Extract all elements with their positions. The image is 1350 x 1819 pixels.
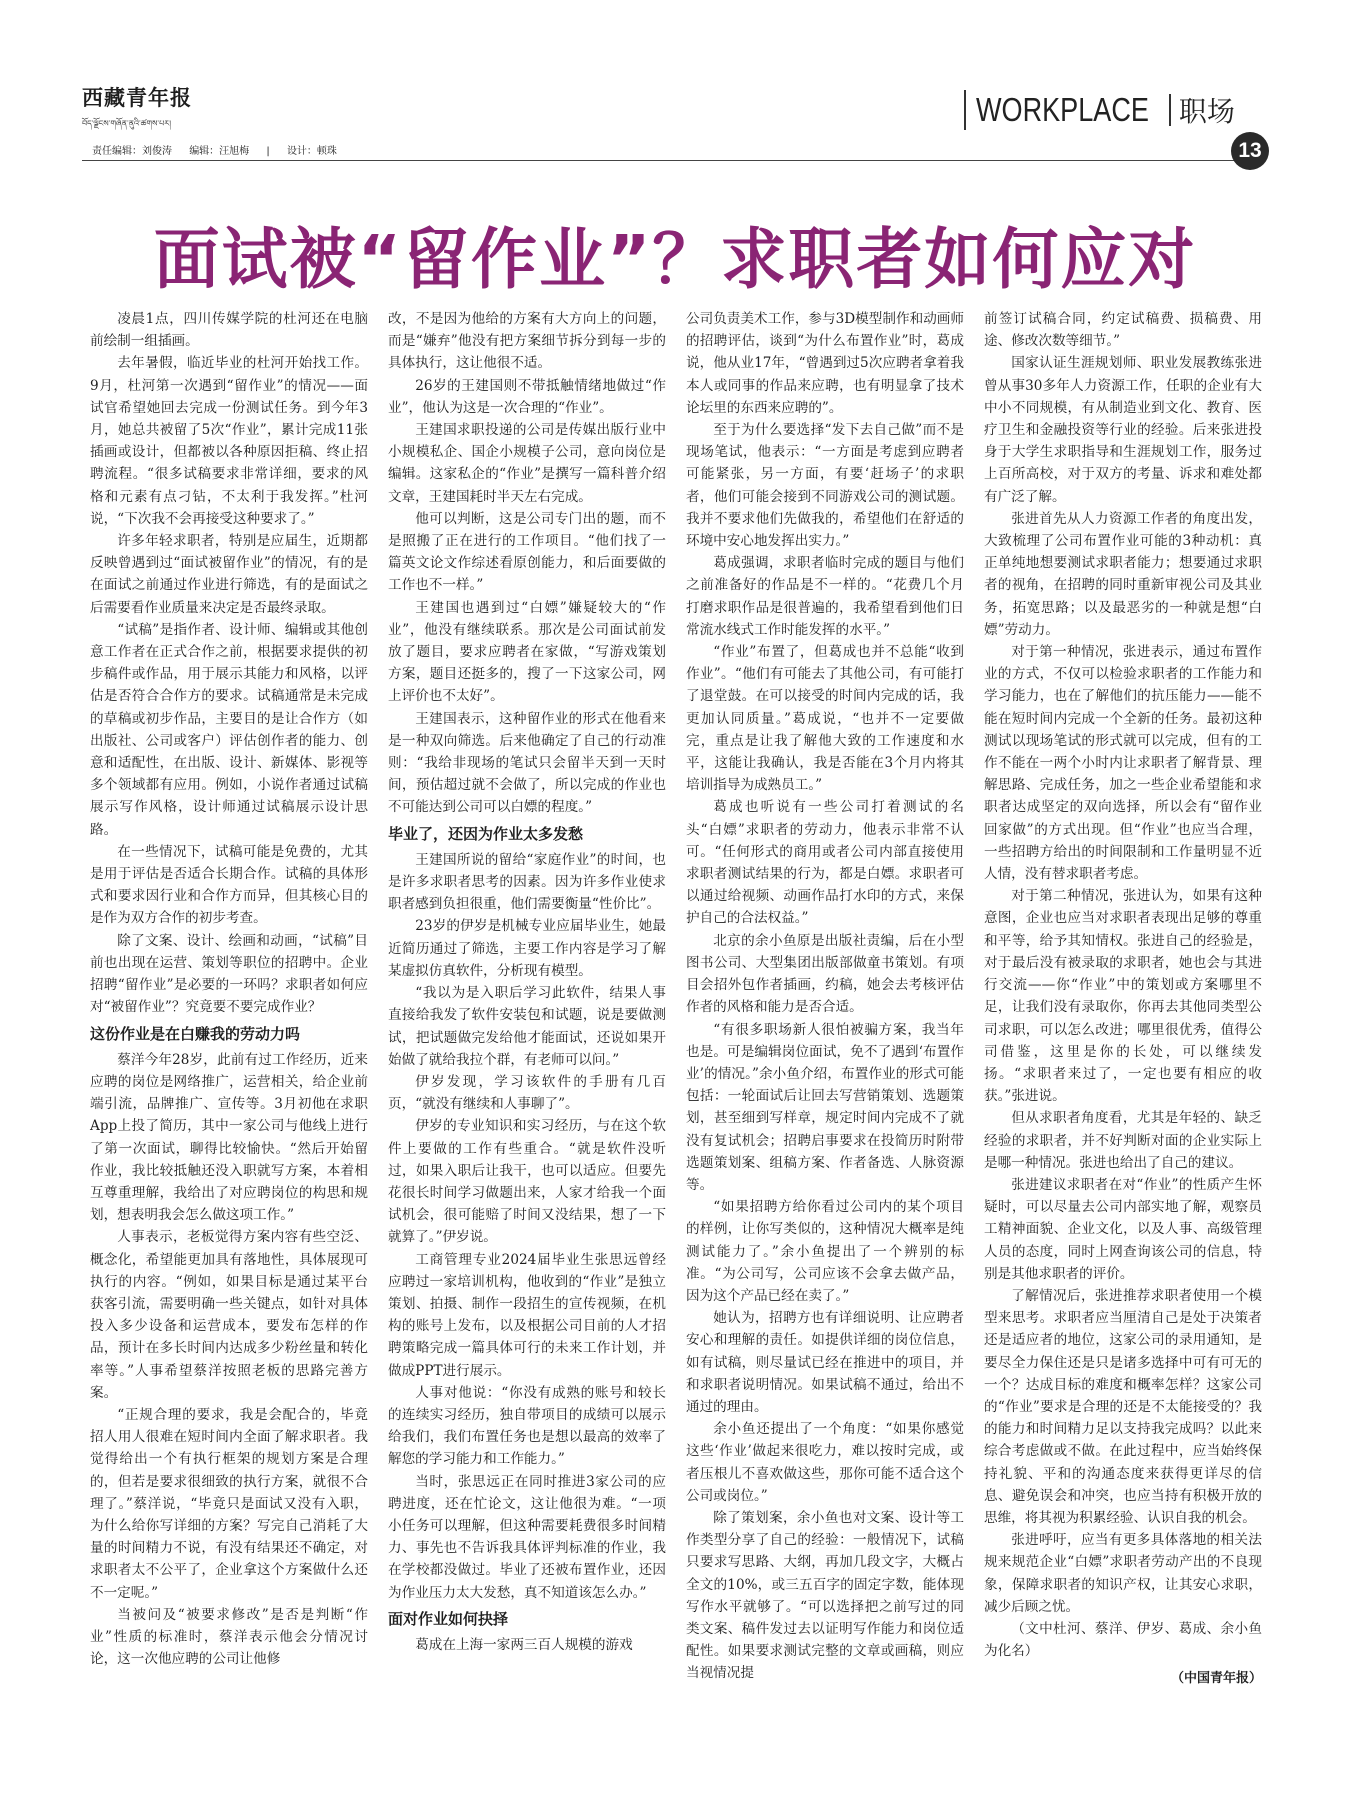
paragraph: 葛成强调，求职者临时完成的题目与他们之前准备好的作品是不一样的。“花费几个月打磨求职作品是很普遍的，我希望看到他们日常流水线式工作时能发挥的水平。”	[686, 555, 964, 638]
paragraph: 工商管理专业2024届毕业生张思远曾经应聘过一家培训机构，他收到的“作业”是独立策划、拍摄、制作一段招生的宣传视频，在机构的账号上发布，以及根据公司目前的人才招聘策略完成一篇具体可行的未来工作计划，并做成PPT进行展示。	[388, 1251, 666, 1379]
page-number: 13	[1231, 132, 1269, 170]
credits-separator: |	[266, 146, 270, 157]
subheading: 毕业了，还因为作业太多发愁	[388, 824, 584, 843]
article-column-1	[90, 308, 368, 1670]
subheading: 这份作业是在白赚我的劳动力吗	[90, 1024, 301, 1043]
article-column-3	[686, 308, 964, 1685]
editor: 编辑：汪旭梅	[189, 146, 250, 157]
paragraph: 王建国求职投递的公司是传媒出版行业中小规模私企、国企小规模子公司，意向岗位是编辑。这家私企的“作业”是撰写一篇科普介绍文章，王建国耗时半天左右完成。	[388, 422, 666, 505]
header-rule	[82, 160, 1262, 161]
paragraph: “我以为是入职后学习此软件，结果人事直接给我发了软件安装包和试题，说是要做测试，把试题做完发给他才能面试，还说如果开始做了就给我拉个群，有老师可以问。”	[388, 985, 666, 1068]
paragraph: 余小鱼还提出了一个角度：“如果你感觉这些‘作业’做起来很吃力，难以按时完成，或者压根儿不喜欢做这些，那你可能不适合这个公司或岗位。”	[686, 1421, 964, 1504]
section-divider	[1169, 94, 1171, 126]
article-column-4	[984, 308, 1262, 1691]
paragraph: 在一些情况下，试稿可能是免费的，尤其是用于评估是否适合长期合作。试稿的具体形式和要求因行业和合作方而异，但其核心目的是作为双方合作的初步考查。	[90, 843, 368, 927]
section-divider	[964, 90, 966, 130]
paragraph: 凌晨1点，四川传媒学院的杜河还在电脑前绘制一组插画。	[90, 311, 368, 350]
paragraph: 当时，张思远正在同时推进3家公司的应聘进度，还在忙论文，这让他很为难。“一项小任务可以理解，但这种需要耗费很多时间精力、事先也不告诉我具体评判标准的作业，我在学校都没做过。毕业了还被布置作业，还因为作业压力太大发愁，真不知道该怎么办。”	[388, 1473, 666, 1601]
paragraph: 伊岁的专业知识和实习经历，与在这个软件上要做的工作有些重合。“就是软件没听过，如果入职后让我干，也可以适应。但要先花很长时间学习做题出来，人家才给我一个面试机会，很可能赔了时间又没结果，想了一下就算了。”伊岁说。	[388, 1118, 666, 1246]
paragraph: 蔡洋今年28岁，此前有过工作经历，近来应聘的岗位是网络推广，运营相关，给企业前端引流，品牌推广、宣传等。3月初他在求职App上投了简历，其中一家公司与他线上进行了第一次面试，聊得比较愉快。“然后开始留作业，我比较抵触还没入职就写方案，本着相互尊重理解，我给出了对应聘岗位的构思和规划，想表明我会怎么做这项工作。”	[90, 1051, 368, 1224]
section-header	[964, 90, 1235, 130]
article-column-2	[388, 308, 666, 1656]
paragraph: 26岁的王建国则不带抵触情绪地做过“作业”，他认为这是一次合理的“作业”。	[388, 377, 666, 416]
paragraph: 除了文案、设计、绘画和动画，“试稿”目前也出现在运营、策划等职位的招聘中。企业招聘“留作业”是必要的一环吗？求职者如何应对“被留作业”？究竟要不要完成作业？	[90, 932, 368, 1016]
editor-credits	[92, 142, 351, 157]
paragraph: 许多年轻求职者，特别是应届生，近期都反映曾遇到过“面试被留作业”的情况，有的是在面试之前通过作业进行筛选，有的是面试之后需要看作业质量来决定是否最终录取。	[90, 533, 368, 616]
newspaper-logo-tibetan: བོད་ལྗོངས་གཞོན་ནུའི་ཚགས་པར།	[82, 119, 171, 128]
paragraph: 对于第二种情况，张进认为，如果有这种意图，企业也应当对求职者表现出足够的尊重和平等，给予其知情权。张进自己的经验是，对于最后没有被录取的求职者，她也会与其进行交流——你“作业”中的策划或方案哪里不足，让我们没有录取你，你再去其他同类型公司求职，可以怎么改进；哪里很优秀，值得公司借鉴，这里是你的长处，可以继续发扬。“求职者来过了，一定也要有相应的收获。”张进说。	[984, 888, 1262, 1105]
paragraph: 张进建议求职者在对“作业”的性质产生怀疑时，可以尽量去公司内部实地了解，观察员工精神面貌、企业文化，以及人事、高级管理人员的态度，同时上网查询该公司的信息，特别是其他求职者的评价。	[984, 1176, 1262, 1282]
paragraph: 葛成在上海一家两三百人规模的游戏	[415, 1636, 633, 1653]
masthead	[82, 82, 192, 137]
paragraph: 张进首先从人力资源工作者的角度出发，大致梳理了公司布置作业可能的3种动机：真正单纯地想要测试求职者能力；想要通过求职者的视角，在招聘的同时重新审视公司及其业务，拓宽思路；以及最恶劣的一种就是想“白嫖”劳动力。	[984, 510, 1262, 638]
editor-in-charge: 责任编辑：刘俊涛	[92, 146, 172, 157]
headline: 面试被“留作业”？求职者如何应对	[153, 221, 1197, 298]
newspaper-logo: 西藏青年报	[82, 85, 192, 110]
paragraph: 除了策划案，余小鱼也对文案、设计等工作类型分享了自己的经验：一般情况下，试稿只要求写思路、大纲，再加几段文字，大概占全文的10%，或三五百字的固定字数，能体现写作水平就够了。“可以选择把之前写过的同类文案、稿件发过去以证明写作能力和岗位适配性。如果要求测试完整的文章或画稿，则应当视情况提	[686, 1509, 964, 1682]
paragraph: “正规合理的要求，我是会配合的，毕竟招人用人很难在短时间内全面了解求职者。我觉得给出一个有执行框架的规划方案是合理的，但若是要求很细致的执行方案，就很不合理了。”蔡洋说，“毕竟只是面试又没有入职，为什么给你写详细的方案？写完自己消耗了大量的时间精力不说，有没有结果还不确定，对求职者太不公平了，企业拿这个方案做什么还不一定呢。”	[90, 1406, 368, 1601]
paragraph: 去年暑假，临近毕业的杜河开始找工作。9月，杜河第一次遇到“留作业”的情况——面试官希望她回去完成一份测试任务。到今年3月，她总共被留了5次“作业”，累计完成11张插画或设计，但都被以各种原因拒稿、终止招聘流程。“很多试稿要求非常详细，要求的风格和元素有点刁钻，不太利于我发挥。”杜河说，“下次我不会再接受这种要求了。”	[90, 355, 368, 527]
paragraph: 张进呼吁，应当有更多具体落地的相关法规来规范企业“白嫖”求职者劳动产出的不良现象，保障求职者的知识产权，让其安心求职，减少后顾之忧。	[984, 1532, 1262, 1615]
paragraph: 国家认证生涯规划师、职业发展教练张进曾从事30多年人力资源工作，任职的企业有大中小不同规模，有从制造业到文化、教育、医疗卫生和金融投资等行业的经验。后来张进投身于大学生求职指导和生涯规划工作，服务过上百所高校，对于双方的考量、诉求和难处都有广泛了解。	[984, 355, 1262, 505]
paragraph: 王建国也遇到过“白嫖”嫌疑较大的“作业”，他没有继续联系。那次是公司面试前发放了题目，要求应聘者在家做，“写游戏策划方案，题目还挺多的，搜了一下这家公司，网上评价也不太好”。	[388, 599, 666, 705]
section-title-cn: 职场	[1178, 95, 1235, 128]
paragraph: 至于为什么要选择“发下去自己做”而不是现场笔试，他表示：“一方面是考虑到应聘者可能紧张，另一方面，有要‘赶场子’的求职者，他们可能会接到不同游戏公司的测试题。我并不要求他们先做我的，希望他们在舒适的环境中安心地发挥出实力。”	[686, 422, 964, 550]
paragraph: 23岁的伊岁是机械专业应届毕业生，她最近简历通过了筛选，主要工作内容是学习了解某虚拟仿真软件，分析现有模型。	[388, 918, 666, 979]
paragraph: （文中杜河、蔡洋、伊岁、葛成、余小鱼为化名）	[984, 1620, 1262, 1660]
paragraph: “如果招聘方给你看过公司内的某个项目的样例，让你写类似的，这种情况大概率是纯测试能力了。”余小鱼提出了一个辨别的标准。“为公司写，公司应该不会拿去做产品，因为这个产品已经在卖了。”	[686, 1199, 964, 1304]
paragraph: 人事对他说：“你没有成熟的账号和较长的连续实习经历，独自带项目的成绩可以展示给我们，我们布置任务也是想以最高的效率了解您的学习能力和工作能力。”	[388, 1384, 666, 1468]
paragraph: 北京的余小鱼原是出版社责编，后在小型图书公司、大型集团出版部做童书策划。有项目会招外包作者插画，约稿，她会去考核评估作者的风格和能力是否合适。	[686, 932, 964, 1016]
paragraph: 前签订试稿合同，约定试稿费、损稿费、用途、修改次数等细节。”	[984, 311, 1262, 350]
paragraph: 改，不是因为他给的方案有大方向上的问题，而是“嫌弃”他没有把方案细节拆分到每一步的具体执行，这让他很不适。	[388, 311, 666, 372]
paragraph: 对于第一种情况，张进表示，通过布置作业的方式，不仅可以检验求职者的工作能力和学习能力，也在了解他们的抗压能力——能不能在短时间内完成一个全新的任务。最初这种测试以现场笔试的形式就可以完成，但有的工作不能在一两个小时内让求职者了解背景、理解思路、完成任务，加之一些企业希望能和求职者达成坚定的双向选择，所以会有“留作业回家做”的方式出现。但“作业”也应当合理，一些招聘方给出的时间限制和工作量明显不近人情，没有替求职者考虑。	[984, 644, 1262, 883]
paragraph: 伊岁发现，学习该软件的手册有几百页，“就没有继续和人事聊了”。	[388, 1073, 666, 1113]
paragraph: “有很多职场新人很怕被骗方案，我当年也是。可是编辑岗位面试，免不了遇到‘布置作业’的情况。”余小鱼介绍，布置作业的形式可能包括：一轮面试后让回去写营销策划、选题策划，甚至细到写样章，规定时间内完成不了就没有复试机会；招聘启事要求在投简历时附带选题策划案、组稿方案、作者备选、人脉资源等。	[686, 1021, 964, 1193]
section-title-en: WORKPLACE	[976, 91, 1149, 128]
paragraph: 她认为，招聘方也有详细说明、让应聘者安心和理解的责任。如提供详细的岗位信息，如有试稿，则尽量试已经在推进中的项目，并和求职者说明情况。如果试稿不通过，给出不通过的理由。	[686, 1310, 964, 1415]
designer: 设计：顿珠	[286, 146, 337, 157]
article-source: （中国青年报）	[1170, 1671, 1262, 1687]
paragraph: 葛成也听说有一些公司打着测试的名头“白嫖”求职者的劳动力，他表示非常不认可。“任何形式的商用或者公司内部直接使用求职者测试结果的行为，都是白嫖。求职者可以通过给视频、动画作品打水印的方式，来保护自己的合法权益。”	[686, 799, 964, 927]
paragraph: 公司负责美术工作，参与3D模型制作和动画师的招聘评估，谈到“为什么布置作业”时，葛成说，他从业17年，“曾遇到过5次应聘者拿着我本人或同事的作品来应聘，也有明显拿了技术论坛里的东西来应聘的”。	[686, 311, 964, 416]
subheading: 面对作业如何抉择	[388, 1609, 509, 1628]
paragraph: “试稿”是指作者、设计师、编辑或其他创意工作者在正式合作之前，根据要求提供的初步稿件或作品，用于展示其能力和风格，以评估是否符合合作方的要求。试稿通常是未完成的草稿或初步作品，主要目的是让合作方（如出版社、公司或客户）评估创作者的能力、创意和适配性，在出版、设计、新媒体、影视等多个领域都有应用。例如，小说作者通过试稿展示写作风格，设计师通过试稿展示设计思路。	[90, 621, 368, 838]
paragraph: 人事表示，老板觉得方案内容有些空泛、概念化，希望能更加具有落地性，具体展现可执行的内容。“例如，如果目标是通过某平台获客引流，需要明确一些关键点，如针对具体投入多少设备和运营成本，要发布怎样的作品，预计在多长时间内达成多少粉丝量和转化率等。”人事希望蔡洋按照老板的思路完善方案。	[90, 1229, 368, 1401]
paragraph: 但从求职者角度看，尤其是年轻的、缺乏经验的求职者，并不好判断对面的企业实际上是哪一种情况。张进也给出了自己的建议。	[984, 1110, 1262, 1171]
paragraph: 了解情况后，张进推荐求职者使用一个模型来思考。求职者应当厘清自己是处于决策者还是适应者的地位，这家公司的录用通知，是要尽全力保住还是只是诸多选择中可有可无的一个？达成目标的难度和概率怎样？这家公司的“作业”要求是合理的还是不太能接受的？我的能力和时间精力足以支持我完成吗？以此来综合考虑做或不做。在此过程中，应当始终保持礼貌、平和的沟通态度来获得更详尽的信息、避免误会和冲突，也应当持有积极开放的思维，将其视为积累经验、认识自我的机会。	[984, 1287, 1262, 1526]
paragraph: 王建国所说的留给“家庭作业”的时间，也是许多求职者思考的因素。因为许多作业使求职者感到负担很重，他们需要衡量“性价比”。	[388, 851, 666, 913]
paragraph: 他可以判断，这是公司专门出的题，而不是照搬了正在进行的工作项目。“他们找了一篇英文论文作综述看原创能力，和后面要做的工作也不一样。”	[388, 510, 666, 594]
paragraph: “作业”布置了，但葛成也并不总能“收到作业”。“他们有可能去了其他公司，有可能打了退堂鼓。在可以接受的时间内完成的话，我更加认同质量。”葛成说，“也并不一定要做完，重点是让我了解他大致的工作速度和水平，这能让我确认，我是否能在3个月内将其培训指导为成熟员工。”	[686, 644, 964, 794]
paragraph: 当被问及“被要求修改”是否是判断“作业”性质的标准时，蔡洋表示他会分情况讨论，这一次他应聘的公司让他修	[90, 1606, 368, 1668]
paragraph: 王建国表示，这种留作业的形式在他看来是一种双向筛选。后来他确定了自己的行动准则：“我给非现场的笔试只会留半天到一天时间，预估超过就不会做了，所以完成的作业也不可能达到公司可以白嫖的程度。”	[388, 710, 666, 816]
